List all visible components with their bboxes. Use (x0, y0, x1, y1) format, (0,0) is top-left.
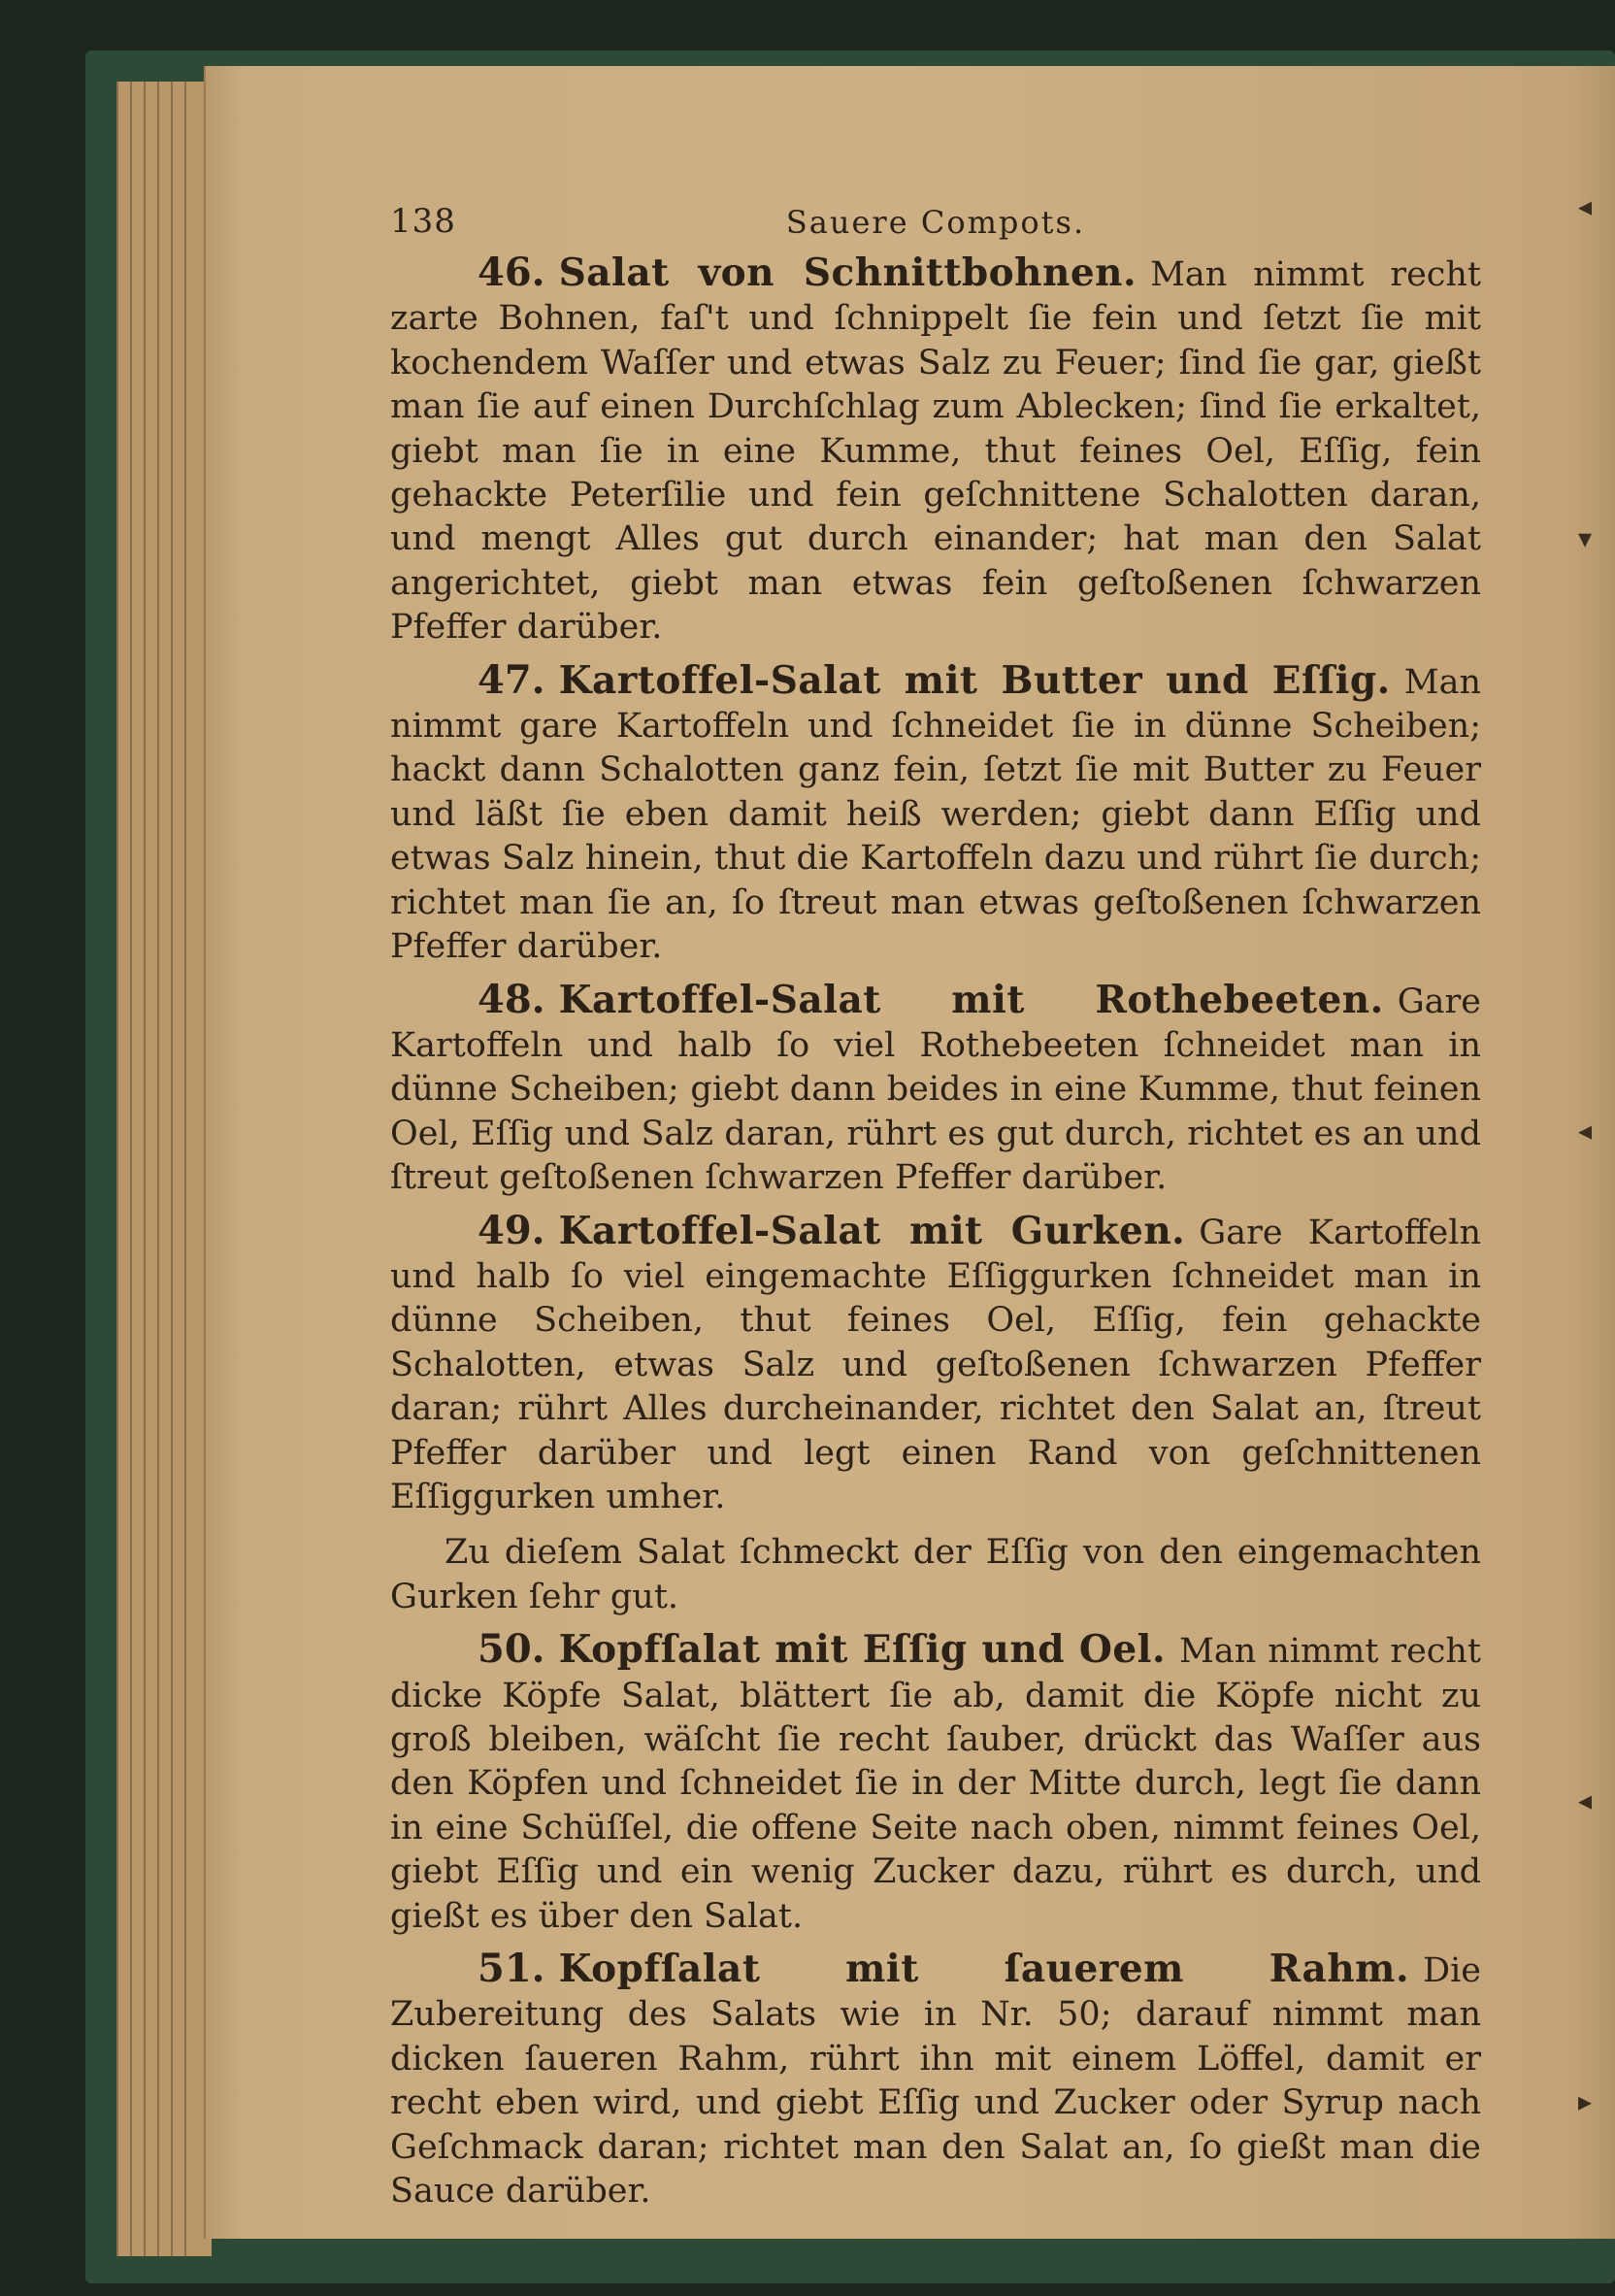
margin-marks (1578, 66, 1615, 2239)
recipe-paragraph (390, 658, 1481, 970)
recipe-title: Kopfſalat mit ſauerem Rahm. (558, 1947, 1410, 1992)
recipe-list (390, 250, 1481, 2213)
recipe-title: Kartoffel-Salat mit Butter und Eſſig. (558, 657, 1391, 703)
recipe-paragraph (390, 250, 1481, 650)
margin-tick: ◂ (1578, 190, 1593, 222)
recipe-title: Kopfſalat mit Eſſig und Oel. (558, 1627, 1167, 1673)
recipe-text: Die Zubereitung des Salats wie in Nr. 50; darauf nimmt man dicken ſaueren Rahm, rührt ihn mit einem Löffel, damit er recht eben wird, und giebt Eſſig und Zucker oder Syrup nach Geſchmack daran; richtet man den Salat an, ſo gießt man die Sauce darüber. (390, 1951, 1481, 2212)
recipe-text: Man nimmt recht dicke Köpfe Salat, blättert ſie ab, damit die Köpfe nicht zu groß bleiben, wäſcht ſie recht ſauber, drückt das Waſſer aus den Köpfen und ſchneidet ſie in der Mitte durch, legt ſie dann in eine Schüſſel, die offene Seite nach oben, nimmt feines Oel, giebt Eſſig und ein wenig Zucker dazu, rührt es durch, und gießt es über den Salat. (390, 1632, 1481, 1936)
recipe-number: 47. (478, 656, 545, 703)
running-head (390, 163, 1481, 241)
recipe-number: 48. (478, 976, 545, 1022)
recipe-title: Kartoffel-Salat mit Rothebeeten. (558, 977, 1384, 1022)
recipe-48 (390, 978, 1481, 1201)
recipe-50 (390, 1627, 1481, 1939)
recipe-47 (390, 658, 1481, 970)
recipe-text: Man nimmt gare Kartoffeln und ſchneidet ſie in dünne Scheiben; hackt dann Schalotten ganz fein, ſetzt ſie mit Butter zu Feuer und läßt ſie eben damit heiß werden; giebt dann Eſſig und etwas Salz hinein, thut die Kartoffeln dazu und rührt ſie durch; richtet man ſie an, ſo ſtreut man etwas geſtoßenen ſchwarzen Pfeffer darüber. (390, 662, 1481, 967)
recipe-number: 51. (478, 1946, 545, 1992)
recipe-note: Zu dieſem Salat ſchmeckt der Eſſig von den eingemachten Gurken ſehr gut. (390, 1533, 1481, 1616)
margin-tick: ◂ (1578, 1115, 1593, 1147)
margin-tick: ▾ (1578, 522, 1593, 554)
recipe-title: Kartoffel-Salat mit Gurken. (558, 1208, 1186, 1253)
recipe-text: Man nimmt recht zarte Bohnen, faſ't und ſchnippelt ſie fein und ſetzt ſie mit kochendem Waſſer und etwas Salz zu Feuer; ſind ſie gar, gießt man ſie auf einen Durchſchlag zum Ablecken; ſind ſie erkaltet, giebt man ſie in eine Kumme, thut feines Oel, Eſſig, fein gehackte Peterſilie und fein geſchnittene Schalotten daran, und mengt Alles gut durch einander; hat man den Salat angerichtet, giebt man etwas fein geſtoßenen ſchwarzen Pfeffer darüber. (390, 255, 1481, 648)
recipe-46 (390, 250, 1481, 650)
book-page (204, 66, 1615, 2239)
recipe-text: Gare Kartoffeln und halb ſo viel Rothebeeten ſchneidet man in dünne Scheiben; giebt dann beides in eine Kumme, thut feinen Oel, Eſſig und Salz daran, rührt es gut durch, richtet es an und ſtreut geſtoßenen ſchwarzen Pfeffer darüber. (390, 982, 1481, 1198)
recipe-number: 49. (478, 1207, 545, 1253)
margin-tick: ◂ (1578, 1784, 1593, 1816)
recipe-paragraph (390, 1627, 1481, 1939)
page-number: 138 (390, 202, 456, 241)
recipe-text: Gare Kartoffeln und halb ſo viel eingemachte Eſſiggurken ſchneidet man in dünne Scheiben, thut feines Oel, Eſſig, fein gehackte Schalotten, etwas Salz und geſtoßenen ſchwarzen Pfeffer daran; rührt Alles durcheinander, richtet den Salat an, ſtreut Pfeffer darüber und legt einen Rand von geſchnittenen Eſſiggurken umher. (390, 1213, 1482, 1516)
recipe-title: Salat von Schnittbohnen. (558, 250, 1137, 295)
page-content (390, 163, 1481, 2221)
recipe-paragraph (390, 978, 1481, 1201)
margin-tick: ▸ (1578, 2085, 1593, 2117)
section-title: Sauere Compots. (785, 204, 1086, 241)
recipe-number: 46. (478, 250, 545, 295)
recipe-paragraph (390, 1947, 1481, 2213)
recipe-49 (390, 1209, 1481, 1620)
recipe-paragraph (390, 1209, 1481, 1520)
recipe-number: 50. (478, 1626, 545, 1673)
recipe-51 (390, 1947, 1481, 2213)
